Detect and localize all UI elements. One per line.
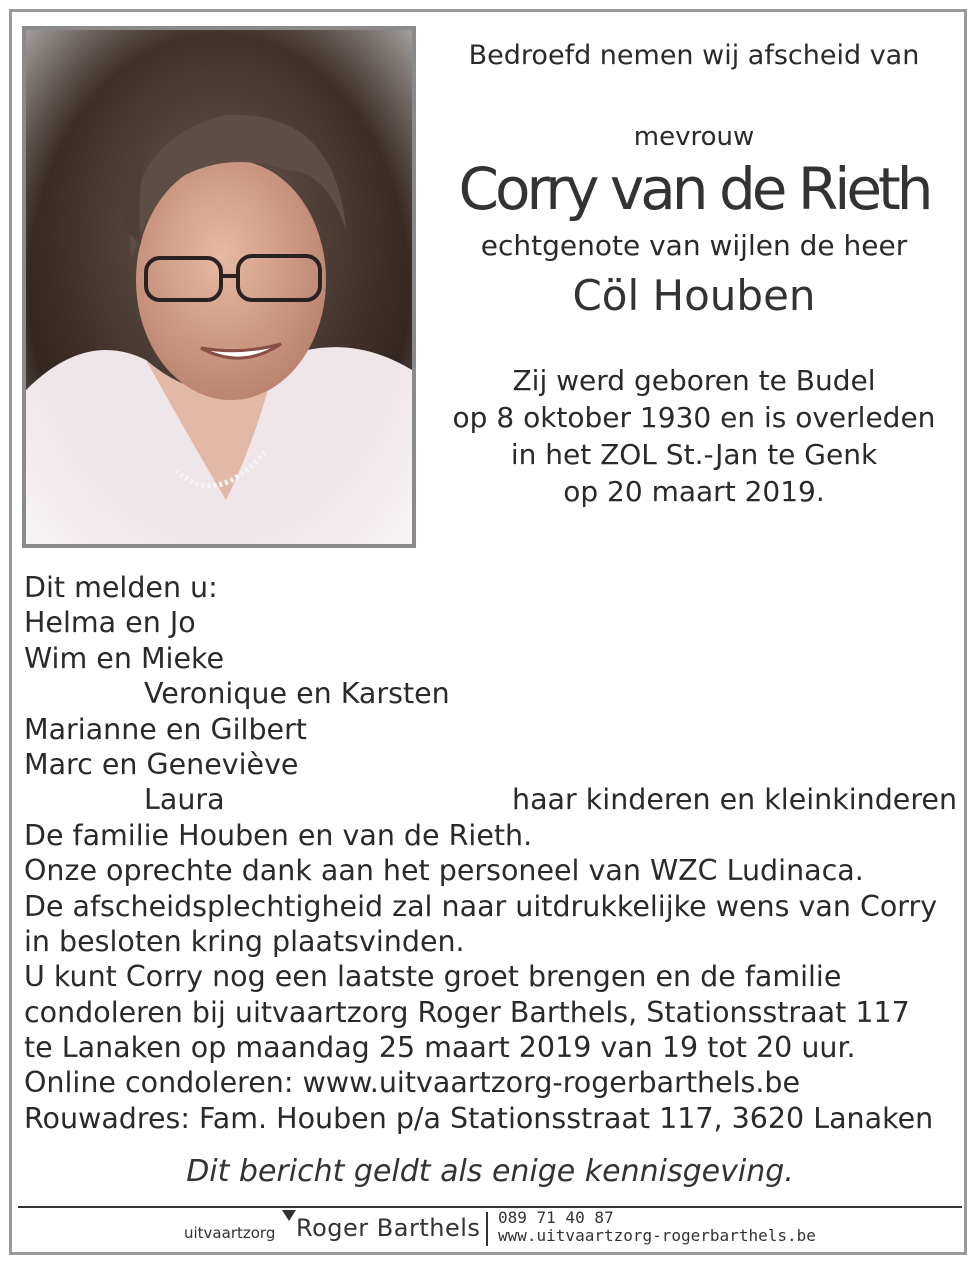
announcer-line: Helma en Jo: [24, 606, 196, 640]
body-line: U kunt Corry nog een laatste groet brengen en de familie: [24, 960, 842, 994]
spouse-intro: echtgenote van wijlen de heer: [480, 229, 908, 262]
brand-name: Roger Barthels: [296, 1214, 481, 1242]
brand-prefix: uitvaartzorg: [184, 1224, 276, 1242]
biography: [430, 362, 958, 510]
bio-line: in het ZOL St.-Jan te Genk: [510, 438, 878, 471]
announcer-line: Veronique en Karsten: [144, 677, 450, 711]
bio-line: op 8 oktober 1930 en is overleden: [452, 401, 936, 434]
body-line: condoleren bij uitvaartzorg Roger Barthels, Stationsstraat 117: [24, 995, 910, 1029]
announcer-line: Laura: [144, 783, 225, 817]
bio-line: Zij werd geboren te Budel: [512, 364, 876, 397]
title-prefix: mevrouw: [633, 122, 755, 152]
body-line: in besloten kring plaatsvinden.: [24, 924, 465, 958]
relation-text: haar kinderen en kleinkinderen: [512, 783, 958, 817]
footer-separator: [486, 1212, 488, 1246]
mourning-address-line: Rouwadres: Fam. Houben p/a Stationsstraat 117, 3620 Lanaken: [24, 1101, 934, 1135]
announcers-heading: Dit melden u:: [24, 571, 218, 604]
online-condolence-line: Online condoleren: www.uitvaartzorg-rogerbarthels.be: [24, 1066, 801, 1100]
announcer-row-last: [24, 782, 964, 817]
bio-line: op 20 maart 2019.: [563, 475, 825, 508]
announcement-header: [430, 30, 958, 510]
announcer-line: Marianne en Gilbert: [24, 712, 307, 746]
body-line: De familie Houben en van de Rieth.: [24, 818, 533, 852]
triangle-logo-icon: [282, 1210, 296, 1221]
portrait-illustration: [26, 30, 412, 544]
body-line: Onze oprechte dank aan het personeel van WZC Ludinaca.: [24, 854, 864, 888]
website-link[interactable]: www.uitvaartzorg-rogerbarthels.be: [498, 1226, 816, 1245]
body-line: te Lanaken op maandag 25 maart 2019 van 19 tot 20 uur.: [24, 1031, 856, 1065]
announcer-line: Marc en Geneviève: [24, 747, 299, 781]
announcer-line: Wim en Mieke: [24, 641, 225, 675]
intro-text: Bedroefd nemen wij afscheid van: [468, 40, 920, 71]
closing-note: Dit bericht geldt als enige kennisgeving.: [186, 1154, 794, 1189]
announcement-body: [24, 570, 964, 1136]
portrait-photo: [22, 26, 416, 548]
phone-number: 089 71 40 87: [498, 1208, 614, 1227]
spouse-name: Cöl Houben: [572, 271, 816, 320]
deceased-name: Corry van de Rieth: [458, 155, 930, 223]
funeral-home-footer: [0, 1208, 980, 1248]
body-line: De afscheidsplechtigheid zal naar uitdrukkelijke wens van Corry: [24, 889, 938, 923]
